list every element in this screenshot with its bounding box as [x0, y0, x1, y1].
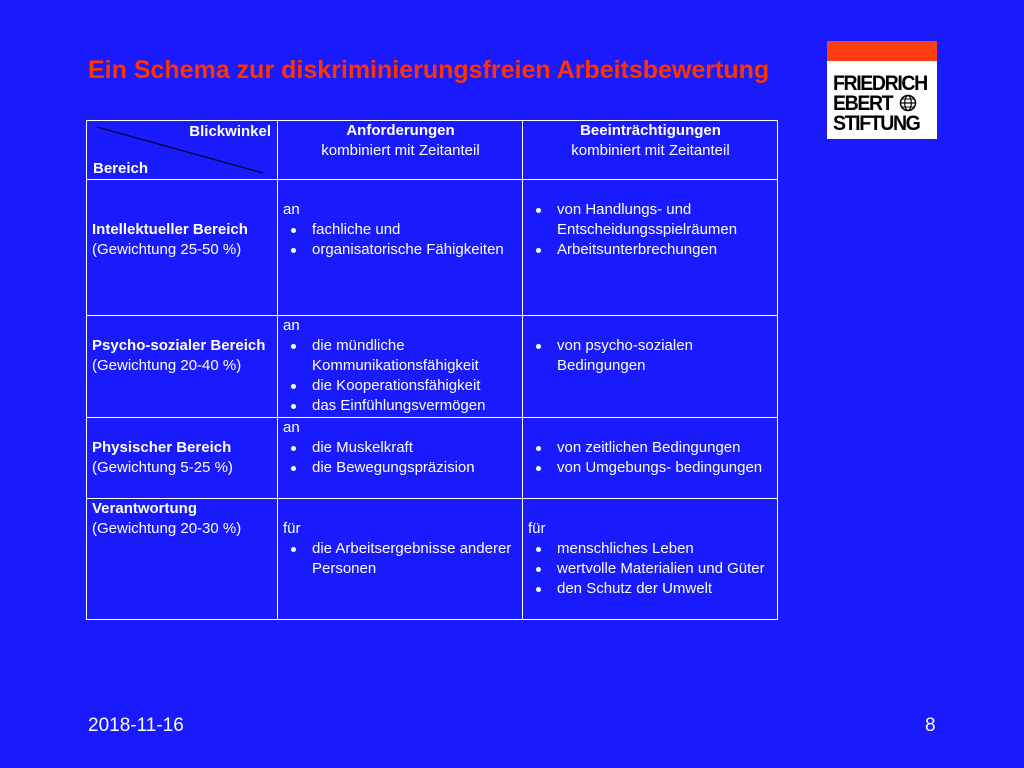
requirements-list: [283, 220, 518, 260]
slide-title: Ein Schema zur diskriminierungsfreien Arbeitsbewertung: [88, 56, 770, 84]
list-item: organisatorische Fähigkeiten: [283, 240, 518, 260]
requirements-list: [283, 438, 518, 478]
header-anforderungen: [278, 121, 523, 180]
friedrich-ebert-stiftung-logo: [827, 41, 937, 139]
column-title: Beeinträchtigungen: [580, 122, 721, 139]
list-item: die mündliche Kommunikationsfähigkeit: [283, 336, 518, 376]
list-item: den Schutz der Umwelt: [528, 579, 773, 599]
category-cell: [87, 316, 278, 418]
column-subtitle: kombiniert mit Zeitanteil: [321, 142, 480, 159]
table-row: [87, 499, 778, 620]
list-item: die Bewegungspräzision: [283, 458, 518, 478]
column-title: Anforderungen: [346, 122, 455, 139]
list-item: von psycho-sozialen Bedingungen: [528, 336, 773, 376]
table-row: [87, 316, 778, 418]
category-weight: (Gewichtung 20-30 %): [92, 520, 242, 537]
requirements-intro: an: [283, 419, 300, 436]
header-blickwinkel: Blickwinkel: [189, 123, 271, 140]
column-subtitle: kombiniert mit Zeitanteil: [571, 142, 730, 159]
impairments-intro: für: [528, 520, 546, 537]
requirements-cell: [278, 418, 523, 499]
requirements-list: [283, 539, 518, 579]
impairments-list: [528, 200, 773, 260]
list-item: von Umgebungs- bedingungen: [528, 458, 773, 478]
requirements-intro: an: [283, 317, 300, 334]
list-item: von Handlungs- und Entscheidungsspielräumen: [528, 200, 773, 240]
footer-date: 2018-11-16: [88, 715, 184, 736]
requirements-cell: [278, 499, 523, 620]
header-bereich: Bereich: [93, 160, 149, 177]
category-name: Psycho-sozialer Bereich: [92, 337, 266, 354]
category-name: Physischer Bereich: [92, 439, 232, 456]
header-beeintraechtigungen: [523, 121, 778, 180]
category-name: Verantwortung: [92, 500, 198, 517]
list-item: die Muskelkraft: [283, 438, 518, 458]
evaluation-schema-table: [86, 120, 778, 620]
logo-word-ebert: EBERT: [833, 92, 893, 115]
header-corner-cell: [87, 121, 278, 180]
impairments-list: [528, 438, 773, 478]
logo-word-friedrich: FRIEDRICH: [833, 72, 927, 95]
category-weight: (Gewichtung 5-25 %): [92, 459, 233, 476]
category-weight: (Gewichtung 20-40 %): [92, 357, 242, 374]
category-cell: [87, 499, 278, 620]
impairments-cell: [523, 316, 778, 418]
table-row: [87, 418, 778, 499]
impairments-list: [528, 336, 773, 376]
impairments-list: [528, 539, 773, 599]
list-item: von zeitlichen Bedingungen: [528, 438, 773, 458]
table-row: [87, 180, 778, 316]
requirements-intro: für: [283, 520, 301, 537]
list-item: wertvolle Materialien und Güter: [528, 559, 773, 579]
impairments-cell: [523, 180, 778, 316]
requirements-cell: [278, 316, 523, 418]
category-weight: (Gewichtung 25-50 %): [92, 241, 242, 258]
logo-accent-bar: [827, 41, 937, 61]
page-number: 8: [925, 715, 936, 736]
globe-icon: [899, 94, 917, 112]
requirements-cell: [278, 180, 523, 316]
impairments-cell: [523, 499, 778, 620]
impairments-cell: [523, 418, 778, 499]
list-item: die Kooperationsfähigkeit: [283, 376, 518, 396]
requirements-list: [283, 336, 518, 416]
category-cell: [87, 180, 278, 316]
category-cell: [87, 418, 278, 499]
category-name: Intellektueller Bereich: [92, 221, 248, 238]
logo-word-stiftung: STIFTUNG: [833, 112, 920, 135]
requirements-intro: an: [283, 201, 300, 218]
list-item: das Einfühlungsvermögen: [283, 396, 518, 416]
list-item: Arbeitsunterbrechungen: [528, 240, 773, 260]
table-header-row: [87, 121, 778, 180]
list-item: die Arbeitsergebnisse anderer Personen: [283, 539, 518, 579]
list-item: fachliche und: [283, 220, 518, 240]
list-item: menschliches Leben: [528, 539, 773, 559]
